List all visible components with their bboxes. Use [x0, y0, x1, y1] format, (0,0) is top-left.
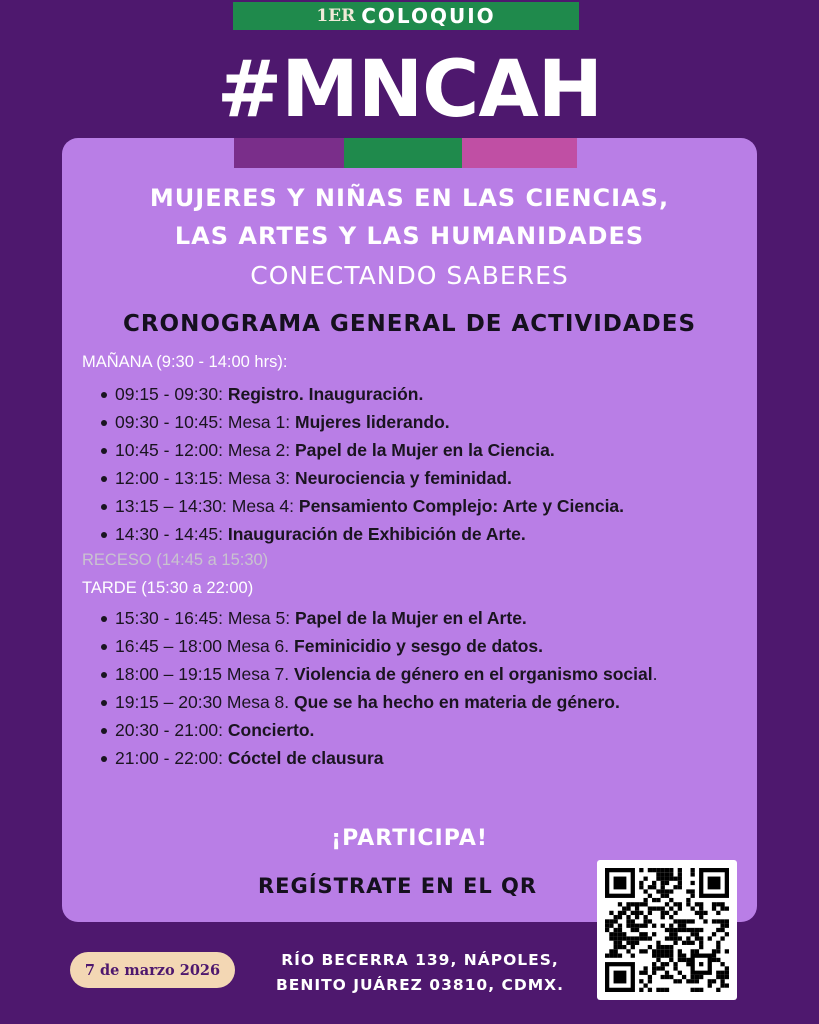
schedule-description: Pensamiento Complejo: Arte y Ciencia. [298, 496, 625, 516]
schedule-panel: Mesa 8. [226, 692, 295, 712]
address-line1: RÍO BECERRA 139, NÁPOLES, [281, 951, 559, 969]
schedule-panel: Mesa 7. [226, 664, 295, 684]
schedule-time: 19:15 – 20:30 [115, 692, 227, 712]
schedule-time: 10:45 - 12:00: [115, 440, 228, 460]
schedule-description: Concierto. [227, 720, 315, 740]
schedule-description: Neurociencia y feminidad. [295, 468, 512, 488]
schedule-item [98, 660, 657, 688]
stripe-plum [234, 138, 344, 168]
afternoon-schedule-list [98, 604, 657, 772]
header-banner [233, 2, 579, 30]
schedule-item [98, 632, 657, 660]
break-label: RECESO (14:45 a 15:30) [82, 551, 269, 569]
qr-code-icon [605, 868, 729, 992]
schedule-panel: Mesa 6. [226, 636, 295, 656]
schedule-description: Papel de la Mujer en la Ciencia. [295, 440, 555, 460]
schedule-panel: Mesa 2: [227, 440, 295, 460]
schedule-item [98, 380, 624, 408]
afternoon-range: (15:30 a 22:00) [141, 579, 254, 597]
morning-section-label [82, 353, 287, 372]
event-hashtag: #MNCAH [216, 45, 603, 135]
schedule-panel: Mesa 1: [227, 412, 295, 432]
registration-qr-code[interactable] [597, 860, 737, 1000]
schedule-panel: Mesa 4: [231, 496, 299, 516]
schedule-item [98, 688, 657, 716]
afternoon-label: TARDE [82, 579, 137, 597]
schedule-item [98, 492, 624, 520]
schedule-item [98, 604, 657, 632]
schedule-description: Violencia de género en el organismo social [294, 664, 653, 684]
schedule-description: Feminicidio y sesgo de datos. [294, 636, 543, 656]
schedule-panel: Mesa 5: [227, 608, 295, 628]
schedule-item [98, 408, 624, 436]
schedule-time: 14:30 - 14:45: [115, 524, 228, 544]
schedule-description: Papel de la Mujer en el Arte. [295, 608, 527, 628]
stripe-pink [462, 138, 577, 168]
morning-schedule-list [98, 380, 624, 548]
schedule-time: 09:15 - 09:30: [115, 384, 228, 404]
event-date-badge: 7 de marzo 2026 [70, 952, 235, 988]
schedule-item [98, 520, 624, 548]
schedule-description: Cóctel de clausura [227, 748, 384, 768]
morning-label: MAÑANA [82, 353, 152, 371]
banner-prefix: 1ER [316, 6, 356, 26]
event-address [250, 948, 590, 998]
schedule-description: Mujeres liderando. [295, 412, 450, 432]
schedule-panel: Mesa 3: [227, 468, 295, 488]
schedule-time: 12:00 - 13:15: [115, 468, 228, 488]
register-heading: REGÍSTRATE EN EL QR [257, 874, 538, 898]
schedule-description: Que se ha hecho en materia de género. [294, 692, 620, 712]
event-tagline: CONECTANDO SABERES [250, 261, 569, 290]
schedule-title: CRONOGRAMA GENERAL DE ACTIVIDADES [122, 311, 697, 337]
schedule-time: 13:15 – 14:30: [115, 496, 232, 516]
participate-heading: ¡PARTICIPA! [331, 826, 488, 851]
schedule-time: 18:00 – 19:15 [115, 664, 227, 684]
event-subtitle-line2: LAS ARTES Y LAS HUMANIDADES [174, 222, 645, 250]
schedule-item [98, 744, 657, 772]
schedule-description: Inauguración de Exhibición de Arte. [227, 524, 526, 544]
address-line2: BENITO JUÁREZ 03810, CDMX. [275, 976, 565, 994]
schedule-time: 09:30 - 10:45: [115, 412, 228, 432]
schedule-item [98, 464, 624, 492]
schedule-time: 16:45 – 18:00 [115, 636, 227, 656]
schedule-item [98, 716, 657, 744]
schedule-description: Registro. Inauguración. [227, 384, 424, 404]
afternoon-section-label [82, 579, 253, 598]
schedule-time: 15:30 - 16:45: [115, 608, 228, 628]
schedule-item [98, 436, 624, 464]
schedule-time: 20:30 - 21:00: [115, 720, 228, 740]
morning-range: (9:30 - 14:00 hrs): [156, 353, 288, 371]
event-subtitle-line1: MUJERES Y NIÑAS EN LAS CIENCIAS, [149, 184, 670, 212]
banner-text: COLOQUIO [361, 4, 496, 28]
schedule-time: 21:00 - 22:00: [115, 748, 228, 768]
schedule-suffix: . [652, 664, 658, 684]
stripe-green [344, 138, 462, 168]
color-stripes [234, 138, 577, 168]
